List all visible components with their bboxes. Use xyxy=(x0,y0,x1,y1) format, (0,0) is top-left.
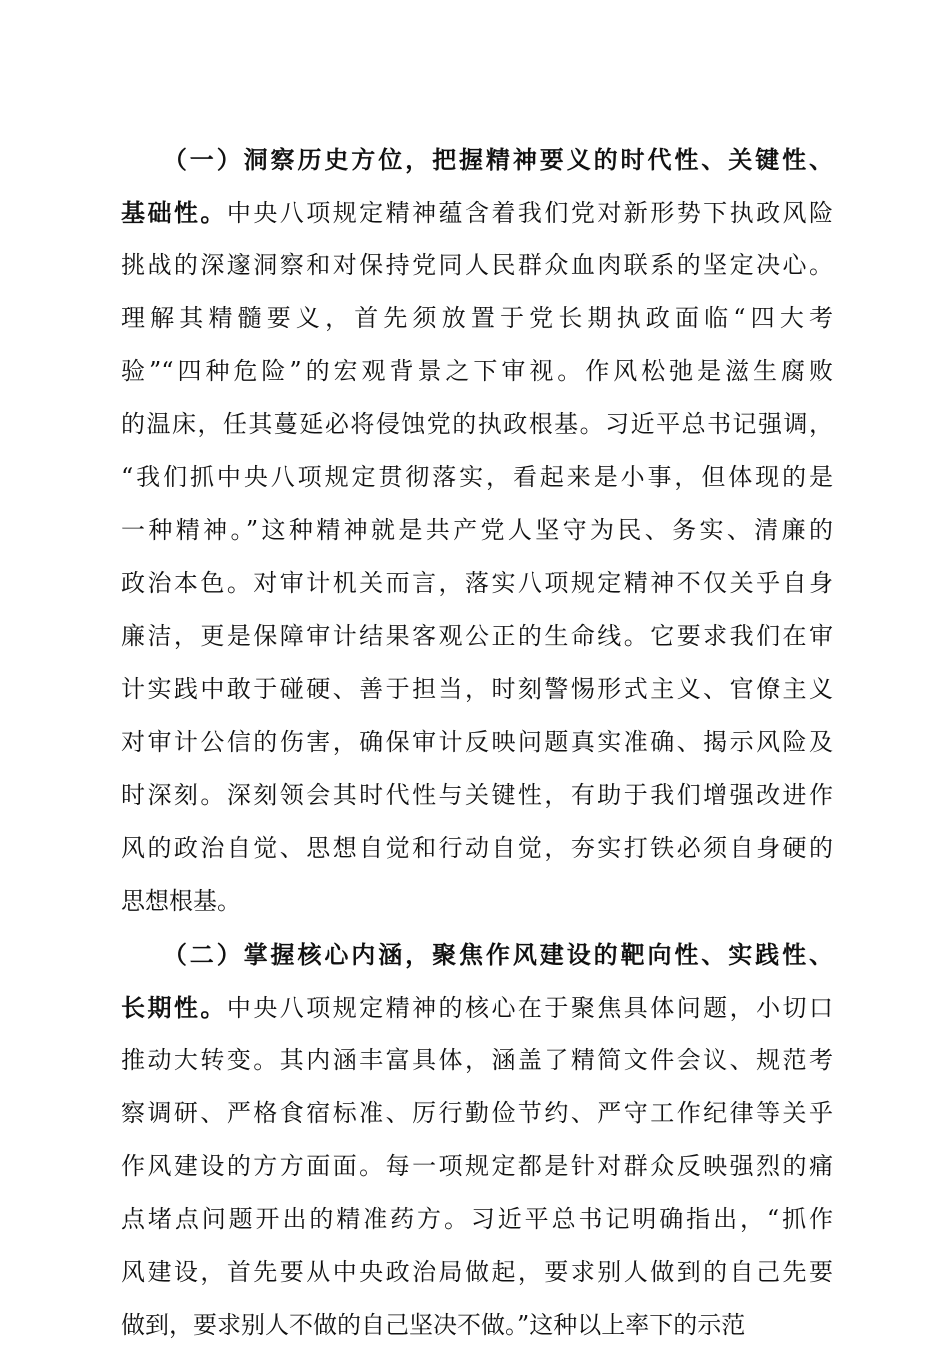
text-line xyxy=(121,239,833,292)
text-line xyxy=(121,504,833,557)
text-line xyxy=(121,345,833,398)
body-text xyxy=(121,133,833,1352)
text-line xyxy=(121,875,833,928)
text-line xyxy=(121,1087,833,1140)
body-text-segment: 思想根基。 xyxy=(121,887,241,915)
body-text-segment: 察调研、严格食宿标准、厉行勤俭节约、严守工作纪律等关乎 xyxy=(121,1099,833,1127)
text-line xyxy=(121,186,833,239)
text-line xyxy=(121,292,833,345)
body-text-segment: 风的政治自觉、思想自觉和行动自觉，夯实打铁必须自身硬的 xyxy=(121,834,833,862)
text-line xyxy=(121,1140,833,1193)
body-text-segment: 挑战的深邃洞察和对保持党同人民群众血肉联系的坚定决心。 xyxy=(121,251,833,279)
heading-text: （一）洞察历史方位，把握精神要义的时代性、关键性、 xyxy=(121,145,833,174)
text-line xyxy=(121,1299,833,1352)
body-text-segment: 理解其精髓要义，首先须放置于党长期执政面临“四大考 xyxy=(121,304,833,332)
heading-text: 长期性。 xyxy=(121,993,227,1022)
text-line xyxy=(121,451,833,504)
body-text-segment: 政治本色。对审计机关而言，落实八项规定精神不仅关乎自身 xyxy=(121,569,833,597)
body-text-segment: 计实践中敢于碰硬、善于担当，时刻警惕形式主义、官僚主义 xyxy=(121,675,833,703)
body-text-segment: 一种精神。”这种精神就是共产党人坚守为民、务实、清廉的 xyxy=(121,516,833,544)
text-line xyxy=(121,1193,833,1246)
text-line xyxy=(121,557,833,610)
text-line xyxy=(121,981,833,1034)
paragraph xyxy=(121,133,833,928)
body-text-segment: 验”“四种危险”的宏观背景之下审视。作风松弛是滋生腐败 xyxy=(121,357,833,385)
text-line xyxy=(121,398,833,451)
body-text-segment: 时深刻。深刻领会其时代性与关键性，有助于我们增强改进作 xyxy=(121,781,833,809)
text-line xyxy=(121,822,833,875)
body-text-segment: 廉洁，更是保障审计结果客观公正的生命线。它要求我们在审 xyxy=(121,622,833,650)
text-line xyxy=(121,610,833,663)
text-line xyxy=(121,716,833,769)
body-text-segment: 的温床，任其蔓延必将侵蚀党的执政根基。习近平总书记强调， xyxy=(121,410,833,438)
body-text-segment: 做到，要求别人不做的自己坚决不做。”这种以上率下的示范 xyxy=(121,1311,746,1339)
text-line xyxy=(121,663,833,716)
text-line xyxy=(121,1034,833,1087)
body-text-segment: 对审计公信的伤害，确保审计反映问题真实准确、揭示风险及 xyxy=(121,728,833,756)
text-line xyxy=(121,133,833,186)
body-text-segment: 中央八项规定精神的核心在于聚焦具体问题，小切口 xyxy=(226,994,833,1022)
body-text-segment: 推动大转变。其内涵丰富具体，涵盖了精简文件会议、规范考 xyxy=(121,1046,833,1074)
text-line xyxy=(121,769,833,822)
body-text-segment: 作风建设的方方面面。每一项规定都是针对群众反映强烈的痛 xyxy=(121,1152,833,1180)
body-text-segment: 风建设，首先要从中央政治局做起，要求别人做到的自己先要 xyxy=(121,1258,833,1286)
heading-text: 基础性。 xyxy=(121,198,227,227)
body-text-segment: “我们抓中央八项规定贯彻落实，看起来是小事，但体现的是 xyxy=(121,463,833,491)
text-line xyxy=(121,928,833,981)
body-text-segment: 点堵点问题开出的精准药方。习近平总书记明确指出，“抓作 xyxy=(121,1205,833,1233)
heading-text: （二）掌握核心内涵，聚焦作风建设的靶向性、实践性、 xyxy=(121,940,833,969)
text-line xyxy=(121,1246,833,1299)
paragraph xyxy=(121,928,833,1352)
body-text-segment: 中央八项规定精神蕴含着我们党对新形势下执政风险 xyxy=(226,199,833,227)
